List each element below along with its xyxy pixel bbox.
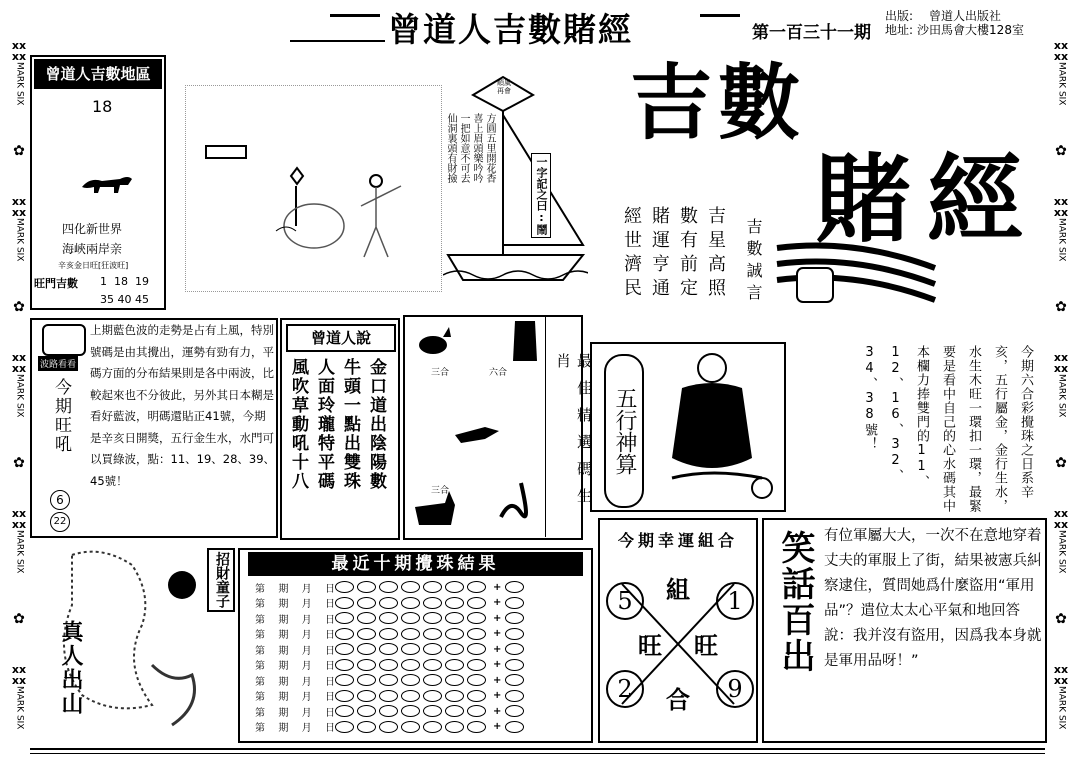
wuxing-text: 今期六合彩攪珠之日系辛亥，五行屬金，金行生水，水生木旺一環扣一環，最緊要是看中自己的心水碼其中本欄力捧雙門的11、12、16、32、34、38號！: [862, 345, 1033, 513]
side-strip-left: [8, 40, 30, 730]
results-label-char: 日: [324, 692, 335, 703]
headline-big-2: 賭經: [815, 143, 1039, 256]
wave-badge: 波路看看: [38, 356, 78, 371]
side-mark: xx: [11, 351, 27, 365]
results-label-char: 第: [255, 599, 265, 610]
result-ball-slot: [445, 721, 464, 733]
plus-sign: +: [493, 690, 502, 701]
combo-char-bottom: 合: [666, 685, 690, 714]
results-row: [255, 658, 527, 672]
plus-sign: +: [493, 612, 502, 624]
header-bar: [0, 0, 1080, 50]
results-label-char: 第: [255, 645, 265, 657]
zodiac-label-b: 六合: [489, 368, 508, 378]
results-label-char: 第: [255, 692, 265, 703]
result-ball-slot: [401, 705, 420, 717]
results-label-char: 第: [255, 614, 265, 626]
side-mark: xx: [11, 663, 27, 677]
result-ball-slot: [379, 690, 398, 702]
result-ball-slot: [379, 628, 398, 640]
result-ball-slot: [379, 659, 398, 671]
wave-text: 上期藍色波的走勢是占有上風，特別號碼是由其攪出，運勢有勁有力，平碼方面的分布結果則是各中兩波，比較起來也不分彼此，另外其日本糊是看好藍波，明碼還貼正41號，今期是辛亥日開獎，五行金生水，水門可以買綠波，點：11、19、28、39、45號！: [90, 323, 276, 488]
plus-sign: +: [493, 705, 502, 717]
result-ball-slot: [379, 705, 398, 717]
results-label-char: 月: [301, 645, 312, 657]
result-ball-slot: [445, 659, 464, 671]
side-mark: xx: [1053, 351, 1069, 365]
results-label-char: 日: [324, 614, 335, 626]
result-ball-slot: [335, 597, 354, 609]
side-text: MARK SIX: [14, 374, 25, 418]
poem-small: 辛亥金日旺[狂波旺]: [58, 261, 129, 270]
says-col-4: 風吹草動吼十八: [288, 358, 308, 491]
result-ball-slot: [357, 674, 376, 686]
side-text: MARK SIX: [14, 62, 25, 106]
special-ball-slot: [505, 581, 524, 593]
lucky-nums-1: 1 18 19: [100, 275, 149, 288]
results-label-char: 期: [278, 583, 289, 595]
results-label-char: 月: [301, 707, 312, 719]
result-ball-slot: [401, 597, 420, 609]
result-ball-slot: [423, 597, 442, 609]
zodiac-divider: [545, 317, 546, 537]
results-label-char: 第: [255, 630, 265, 641]
result-ball-slot: [445, 690, 464, 702]
side-strip-right: [1050, 40, 1072, 730]
says-col-3: 人面玲瓏特平碼: [314, 358, 334, 491]
publisher-label: 出版:: [885, 9, 914, 23]
publisher-name: 曾道人出版社: [929, 9, 1002, 23]
results-label-char: 期: [278, 723, 289, 734]
results-label-char: 第: [255, 723, 265, 734]
result-ball-slot: [357, 721, 376, 733]
special-ball-slot: [505, 597, 524, 609]
flower-icon: ✿: [13, 455, 25, 472]
results-label-char: 月: [301, 723, 312, 734]
result-ball-slot: [467, 597, 486, 609]
boat-poem-1: 方圓五里開花香: [484, 113, 495, 183]
result-ball-slot: [357, 690, 376, 702]
results-label-char: 月: [301, 599, 312, 610]
zhaocai-badge: 招財童子: [207, 548, 235, 612]
result-ball-slot: [379, 612, 398, 624]
special-ball-slot: [505, 659, 524, 671]
result-ball-slot: [357, 628, 376, 640]
result-ball-slot: [335, 721, 354, 733]
combo-box: [598, 518, 758, 743]
side-unit: [12, 40, 26, 105]
result-ball-slot: [423, 721, 442, 733]
side-mark: xx: [1053, 50, 1069, 63]
results-row: [255, 642, 527, 656]
results-label-char: 日: [324, 661, 335, 672]
result-ball-slot: [401, 690, 420, 702]
flower-icon: ✿: [13, 611, 25, 628]
result-ball-slot: [401, 659, 420, 671]
result-ball-slot: [335, 705, 354, 717]
side-mark: xx: [11, 50, 27, 63]
results-label-char: 期: [278, 599, 289, 610]
results-row: [255, 673, 527, 687]
result-ball-slot: [379, 643, 398, 655]
results-label-char: 日: [324, 707, 335, 719]
poem-line1: 四化新世界: [62, 222, 123, 236]
results-label-char: 期: [278, 676, 289, 688]
special-ball-slot: [505, 674, 524, 686]
result-ball-slot: [423, 674, 442, 686]
result-ball-slot: [335, 643, 354, 655]
says-col-2: 牛頭一點出雙珠: [340, 358, 360, 491]
result-ball-slot: [335, 612, 354, 624]
side-text: MARK SIX: [14, 218, 25, 262]
result-ball-slot: [357, 597, 376, 609]
result-ball-slot: [445, 612, 464, 624]
wuxing-title: 五行神算: [604, 354, 644, 508]
publisher-info: [885, 9, 1024, 37]
result-ball-slot: [379, 597, 398, 609]
combo-num-br: 9: [716, 670, 754, 708]
result-ball-slot: [357, 581, 376, 593]
side-mark: xx: [1053, 518, 1069, 532]
boat-flag: 順風 再會: [497, 79, 511, 95]
flower-icon: ✿: [1055, 455, 1067, 472]
wuxing-box: [590, 342, 786, 512]
results-label-char: 月: [301, 661, 312, 672]
zodiac-box: [403, 315, 593, 540]
result-ball-slot: [445, 581, 464, 593]
result-ball-slot: [423, 659, 442, 671]
side-text: MARK SIX: [1056, 686, 1067, 730]
results-label-char: 期: [278, 707, 289, 719]
says-box: [280, 318, 400, 540]
side-mark: xx: [11, 362, 27, 376]
result-ball-slot: [423, 612, 442, 624]
result-ball-slot: [357, 659, 376, 671]
results-row-label: [255, 626, 335, 641]
header-rule-left2: [290, 40, 385, 42]
wave-ball-1: 6: [50, 490, 70, 510]
zodiac-vertical: 最佳精選碼生肖: [554, 353, 593, 515]
side-mark: xx: [11, 195, 27, 209]
results-label-char: 期: [278, 630, 289, 641]
side-mark: xx: [11, 39, 27, 52]
side-text: MARK SIX: [1056, 218, 1067, 262]
side-mark: xx: [11, 674, 27, 688]
poem-line2: 海峽兩岸亲: [62, 242, 123, 256]
results-row: [255, 611, 527, 625]
results-row: [255, 627, 527, 641]
result-ball-slot: [467, 643, 486, 655]
result-ball-slot: [423, 705, 442, 717]
result-ball-slot: [379, 674, 398, 686]
joke-text: 有位軍屬大大，一次不在意地穿着丈夫的軍服上了街，結果被憲兵糾察逮住，質問她爲什麼盜用“軍用品”？遣位太太心平氣和地回答說：我并沒有盜用，因爲我本身就是軍用品呀！”: [824, 528, 1042, 669]
result-ball-slot: [379, 581, 398, 593]
flower-icon: ✿: [13, 142, 25, 159]
bottom-rule: [30, 748, 1045, 750]
result-ball-slot: [467, 690, 486, 702]
swoosh-drawing: [775, 238, 945, 308]
special-ball-slot: [505, 643, 524, 655]
result-ball-slot: [401, 628, 420, 640]
results-row-label: [255, 673, 335, 688]
lucky-number: 18: [92, 97, 113, 116]
results-label-char: 月: [301, 676, 312, 688]
results-row: [255, 596, 527, 610]
result-ball-slot: [467, 659, 486, 671]
immortal-title: 真人出山: [58, 620, 84, 716]
results-label-char: 期: [278, 645, 289, 657]
special-ball-slot: [505, 721, 524, 733]
plus-sign: +: [493, 721, 502, 732]
result-ball-slot: [335, 690, 354, 702]
result-ball-slot: [445, 643, 464, 655]
results-row-label: [255, 657, 335, 672]
combo-num-bl: 2: [606, 670, 644, 708]
results-label-char: 日: [324, 630, 335, 641]
result-ball-slot: [467, 612, 486, 624]
result-ball-slot: [445, 674, 464, 686]
joke-box: [762, 518, 1047, 743]
header-rule-right: [700, 14, 740, 17]
headline-col-3: 賭運亨通: [649, 206, 670, 302]
headline-swoosh: [775, 238, 945, 308]
result-ball-slot: [401, 612, 420, 624]
headline-big-1: 吉數: [630, 55, 807, 151]
special-ball-slot: [505, 628, 524, 640]
wave-vertical-title: 今期旺吼: [51, 378, 71, 454]
results-label-char: 日: [324, 583, 335, 595]
plus-sign: +: [493, 659, 502, 670]
result-ball-slot: [401, 721, 420, 733]
results-row-label: [255, 719, 335, 734]
boat-illustration: [443, 75, 588, 290]
result-ball-slot: [379, 721, 398, 733]
god-figure: [652, 348, 782, 508]
plus-sign: +: [493, 643, 502, 655]
side-mark: xx: [1053, 206, 1069, 220]
header-rule-left: [330, 14, 380, 17]
special-ball-slot: [505, 612, 524, 624]
results-title: 最近十期攪珠結果: [248, 552, 583, 576]
result-ball-slot: [401, 674, 420, 686]
result-ball-slot: [423, 643, 442, 655]
plus-sign: +: [493, 581, 502, 593]
hand-icon: [42, 324, 86, 356]
result-ball-slot: [335, 659, 354, 671]
result-ball-slot: [335, 581, 354, 593]
results-label-char: 月: [301, 630, 312, 641]
results-label-char: 第: [255, 583, 265, 595]
flower-icon: ✿: [1055, 611, 1067, 628]
results-row: [255, 720, 527, 734]
side-text: MARK SIX: [1056, 374, 1067, 418]
side-text: MARK SIX: [1056, 62, 1067, 106]
says-title: 曾道人說: [286, 324, 396, 352]
result-ball-slot: [401, 581, 420, 593]
side-mark: xx: [11, 507, 27, 521]
plus-sign: +: [493, 674, 502, 686]
plus-sign: +: [493, 597, 502, 608]
combo-char-right: 旺: [694, 631, 718, 660]
side-mark: xx: [1053, 674, 1069, 688]
address-text: 沙田馬會大樓128室: [917, 23, 1024, 37]
lucky-area-box: [30, 55, 166, 310]
boat-poem-2: 喜上眉頭樂吟吟: [471, 113, 482, 183]
combo-title: 今期幸運組合: [617, 531, 738, 550]
side-mark: xx: [1053, 39, 1069, 52]
result-ball-slot: [423, 628, 442, 640]
headline-col-1: 吉星高照: [705, 206, 726, 302]
results-row-label: [255, 688, 335, 703]
zodiac-label-a: 三合: [431, 368, 450, 378]
results-label-char: 第: [255, 676, 265, 688]
combo-char-left: 旺: [638, 631, 662, 660]
results-row: [255, 580, 527, 594]
result-ball-slot: [335, 674, 354, 686]
address-label: 地址:: [885, 23, 914, 37]
results-row-label: [255, 642, 335, 657]
side-mark: xx: [11, 206, 27, 220]
side-mark: xx: [1053, 663, 1069, 677]
results-row: [255, 704, 527, 718]
lucky-nums-2: 35 40 45: [100, 293, 149, 306]
sketch-illustration: [185, 85, 442, 292]
side-mark: xx: [1053, 507, 1069, 521]
zodiac-label-c: 三合: [431, 486, 450, 496]
result-ball-slot: [445, 628, 464, 640]
result-ball-slot: [357, 612, 376, 624]
result-ball-slot: [467, 581, 486, 593]
results-row-label: [255, 580, 335, 595]
results-row-label: [255, 595, 335, 610]
results-row: [255, 689, 527, 703]
results-label-char: 月: [301, 692, 312, 703]
side-text: MARK SIX: [14, 530, 25, 574]
results-label-char: 第: [255, 661, 265, 672]
headline-col-2: 數有前定: [677, 206, 698, 302]
headline-col-4: 經世濟民: [621, 206, 642, 302]
joke-title: 笑話百出: [775, 530, 815, 674]
flower-icon: ✿: [1055, 298, 1067, 315]
combo-num-tr: 1: [716, 582, 754, 620]
page-title: 曾道人吉數賭經: [388, 10, 633, 49]
results-label-char: 日: [324, 599, 335, 610]
results-label-char: 日: [324, 645, 335, 657]
lucky-area-title: 曾道人吉數地區: [34, 59, 162, 89]
plus-sign: +: [493, 628, 502, 639]
combo-num-tl: 5: [606, 582, 644, 620]
combo-char-top: 組: [666, 575, 690, 604]
results-label-char: 第: [255, 707, 265, 719]
boat-poem-3: 一把如意不可去: [458, 113, 469, 183]
result-ball-slot: [423, 690, 442, 702]
lucky-label: 旺門吉數: [34, 277, 78, 290]
boat-poem-4: 仙洞裏頭有財撿: [445, 113, 456, 183]
results-label-char: 月: [301, 583, 312, 595]
results-label-char: 期: [278, 614, 289, 626]
result-ball-slot: [445, 597, 464, 609]
immortal-illustration: [32, 545, 232, 745]
flower-icon: ✿: [1055, 142, 1067, 159]
result-ball-slot: [357, 705, 376, 717]
results-label-char: 日: [324, 723, 335, 734]
special-ball-slot: [505, 705, 524, 717]
headline-motto: 吉數誠言: [744, 218, 763, 306]
result-ball-slot: [335, 628, 354, 640]
says-col-1: 金口道出陰陽數: [366, 358, 386, 491]
flower-icon: ✿: [13, 298, 25, 315]
result-ball-slot: [467, 705, 486, 717]
wave-box: [30, 318, 278, 538]
result-ball-slot: [445, 705, 464, 717]
result-ball-slot: [467, 674, 486, 686]
side-text: MARK SIX: [14, 686, 25, 730]
issue-number: 第一百三十一期: [752, 23, 871, 43]
result-ball-slot: [401, 643, 420, 655]
result-ball-slot: [423, 581, 442, 593]
results-row-label: [255, 704, 335, 719]
sketch-drawing: [186, 86, 441, 291]
results-label-char: 期: [278, 692, 289, 703]
wave-ball-2: 22: [50, 512, 70, 532]
side-mark: xx: [1053, 362, 1069, 376]
side-mark: xx: [1053, 195, 1069, 209]
result-ball-slot: [357, 643, 376, 655]
side-text: MARK SIX: [1056, 530, 1067, 574]
result-ball-slot: [467, 628, 486, 640]
result-ball-slot: [467, 721, 486, 733]
results-label-char: 月: [301, 614, 312, 626]
side-mark: xx: [11, 518, 27, 532]
boat-sail-title: 一字記之曰:鬧: [531, 153, 551, 238]
results-label-char: 日: [324, 676, 335, 688]
results-label-char: 期: [278, 661, 289, 672]
results-row-label: [255, 611, 335, 626]
special-ball-slot: [505, 690, 524, 702]
fox-icon: [80, 169, 136, 195]
bottom-rule-2: [30, 753, 1045, 754]
